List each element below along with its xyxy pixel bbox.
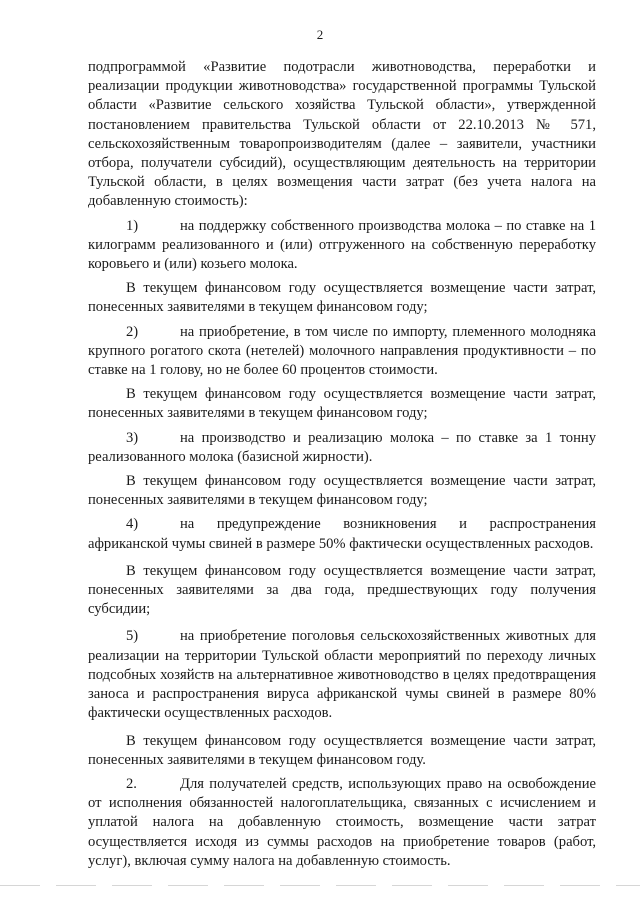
- list-item-4: [88, 515, 596, 553]
- list-item-1-number: 1): [126, 217, 139, 234]
- list-item-5-number: 5): [126, 628, 139, 645]
- list-item-3-text: на производство и реализацию молока – по ставке за 1 тонну реализованного молока (базисной жирности).: [88, 429, 596, 465]
- section-2-text: Для получателей средств, использующих право на освобождение от исполнения обязанностей налогоплательщика, связанных с исчислением и уплатой налога на добавленную стоимость, возмещение части затрат осуществляется исходя из суммы расходов на приобретение товаров (работ, услуг), включая сумму налога на добавленную стоимость.: [88, 775, 596, 869]
- list-item-2-note: В текущем финансовом году осуществляется возмещение части затрат, понесенных заявителями в текущем финансовом году;: [88, 386, 596, 422]
- list-item-3-note: В текущем финансовом году осуществляется возмещение части затрат, понесенных заявителями в текущем финансовом году;: [88, 473, 596, 509]
- list-item-2-text: на приобретение, в том числе по импорту, племенного молодняка крупного рогатого скота (нетелей) молочного направления продуктивности – по ставке на 1 голову, но не более 60 процентов стоимости.: [88, 323, 596, 379]
- section-2: [88, 775, 596, 871]
- list-item-2: [88, 323, 596, 381]
- scan-artifact-line: [0, 885, 640, 886]
- list-item-5-note: В текущем финансовом году осуществляется возмещение части затрат, понесенных заявителями в текущем финансовом году.: [88, 732, 596, 768]
- section-2-number: 2.: [126, 775, 137, 792]
- list-item-3: [88, 429, 596, 467]
- intro-paragraph: подпрограммой «Развитие подотрасли животноводства, переработки и реализации продукции животноводства» государственной программы Тульской области «Развитие сельского хозяйства Тульской области», утвержденной постановлением правительства Тульской области от 22.10.2013 № 571, сельскохозяйственным товаропроизводителям (далее – заявители, участники отбора, получатели субсидий), осуществляющим деятельность на территории Тульской области, в целях возмещения части затрат (без учета налога на добавленную стоимость):: [88, 59, 596, 210]
- list-item-3-number: 3): [126, 429, 139, 446]
- list-item-1-text: на поддержку собственного производства молока – по ставке на 1 килограмм реализованного и (или) отгруженного на собственную переработку коровьего и (или) козьего молока.: [88, 217, 596, 273]
- list-item-5: [88, 627, 596, 723]
- list-item-1-note: В текущем финансовом году осуществляется возмещение части затрат, понесенных заявителями в текущем финансовом году;: [88, 280, 596, 316]
- list-item-4-number: 4): [126, 516, 139, 533]
- list-item-4-text: на предупреждение возникновения и распространения африканской чумы свиней в размере 50% фактически осуществленных расходов.: [88, 516, 596, 552]
- list-item-4-note: В текущем финансовом году осуществляется возмещение части затрат, понесенных заявителями за два года, предшествующих году получения субсидии;: [88, 562, 596, 618]
- list-item-2-number: 2): [126, 323, 139, 340]
- document-body: [88, 58, 596, 871]
- list-item-1: [88, 217, 596, 275]
- list-item-5-text: на приобретение поголовья сельскохозяйственных животных для реализации на территории Тульской области мероприятий по переходу личных подсобных хозяйств на альтернативное животноводство в целях предотвращения заноса и распространения вируса африканской чумы свиней в размере 80% фактически осуществленных расходов.: [88, 628, 596, 722]
- page-number: 2: [316, 27, 324, 42]
